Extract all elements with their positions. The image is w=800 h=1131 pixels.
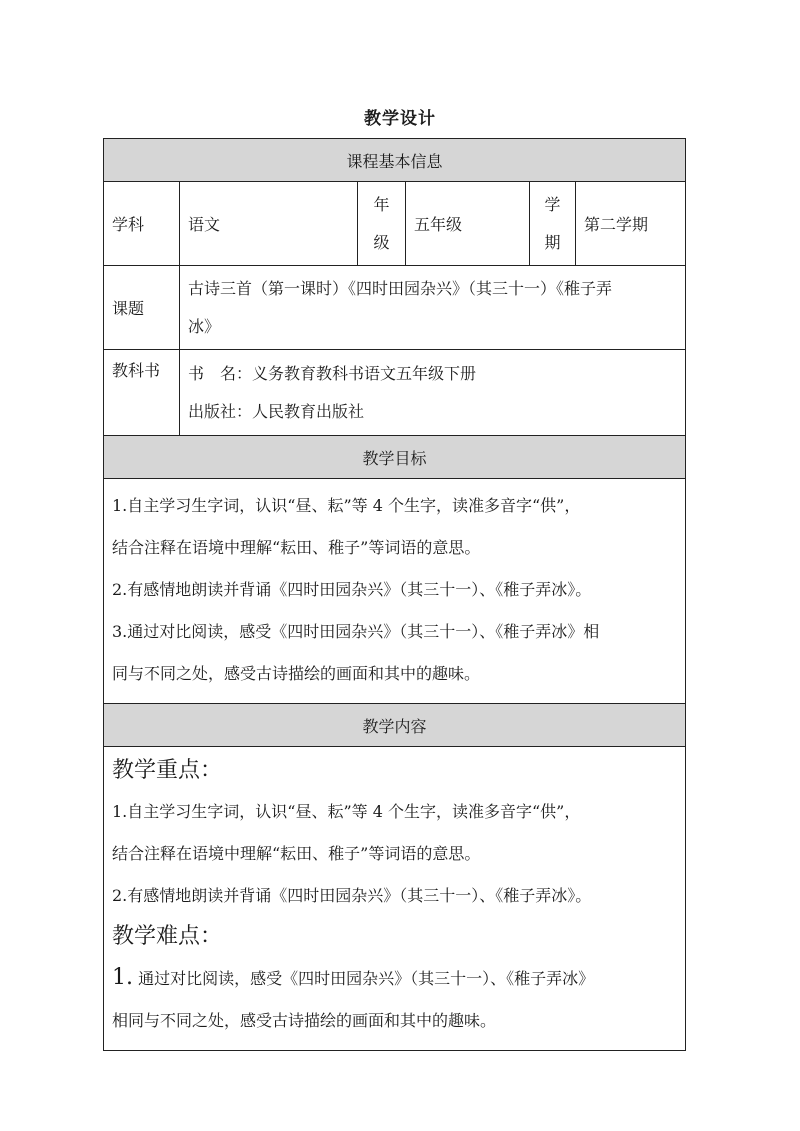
content-header-row [104, 704, 686, 747]
textbook-name: 书 名：义务教育教科书语文五年级下册 [188, 363, 477, 383]
textbook-value [180, 350, 686, 436]
difficult-point-line [112, 957, 677, 1000]
content-row [104, 747, 686, 1051]
subject-row [104, 182, 686, 266]
page-title: 教学设计 [364, 109, 436, 129]
objective-line: 3.通过对比阅读，感受《四时田园杂兴》（其三十一）、《稚子弄冰》相 [112, 622, 600, 641]
textbook-publisher: 出版社：人民教育出版社 [188, 401, 365, 421]
term-value: 第二学期 [576, 182, 686, 266]
lesson-design-table [103, 138, 686, 1051]
key-points-heading: 教学重点： [112, 758, 223, 783]
objective-line: 结合注释在语境中理解“耘田、稚子”等词语的意思。 [112, 538, 481, 557]
subject-value: 语文 [180, 182, 358, 266]
grade-value: 五年级 [406, 182, 530, 266]
grade-label-char-1: 年 [373, 194, 390, 214]
term-label-char-2: 期 [544, 232, 561, 252]
objective-line: 1.自主学习生字词，认识“昼、耘”等 4 个生字，读准多音字“供”， [112, 496, 581, 515]
key-point-line: 结合注释在语境中理解“耘田、稚子”等词语的意思。 [112, 844, 481, 863]
subject-label: 学科 [104, 182, 180, 266]
content-body [104, 747, 686, 1051]
content-header: 教学内容 [104, 704, 686, 747]
key-point-line: 1.自主学习生字词，认识“昼、耘”等 4 个生字，读准多音字“供”， [112, 802, 581, 821]
term-label-char-1: 学 [544, 194, 561, 214]
objective-line: 2.有感情地朗读并背诵《四时田园杂兴》（其三十一）、《稚子弄冰》。 [112, 580, 592, 599]
difficult-points-heading: 教学难点： [112, 924, 223, 949]
topic-line-2: 冰》 [188, 316, 221, 336]
topic-value [180, 266, 686, 350]
textbook-label: 教科书 [104, 350, 180, 436]
textbook-row [104, 350, 686, 436]
difficult-point-number: 1. [112, 965, 133, 990]
key-point-line: 2.有感情地朗读并背诵《四时田园杂兴》（其三十一）、《稚子弄冰》。 [112, 886, 592, 905]
topic-label: 课题 [104, 266, 180, 350]
objectives-body [104, 479, 686, 704]
topic-row [104, 266, 686, 350]
basic-info-header: 课程基本信息 [104, 139, 686, 182]
basic-info-header-row [104, 139, 686, 182]
objectives-row [104, 479, 686, 704]
objective-line: 同与不同之处，感受古诗描绘的画面和其中的趣味。 [112, 664, 481, 683]
difficult-point-line: 相同与不同之处，感受古诗描绘的画面和其中的趣味。 [112, 1011, 497, 1030]
grade-label-char-2: 级 [373, 232, 390, 252]
objectives-header-row [104, 436, 686, 479]
grade-label [358, 182, 406, 266]
term-label [530, 182, 576, 266]
objectives-header: 教学目标 [104, 436, 686, 479]
topic-line-1: 古诗三首（第一课时）《四时田园杂兴》（其三十一）《稚子弄 [188, 278, 613, 298]
difficult-point-text: 通过对比阅读，感受《四时田园杂兴》（其三十一）、《稚子弄冰》 [133, 969, 595, 988]
